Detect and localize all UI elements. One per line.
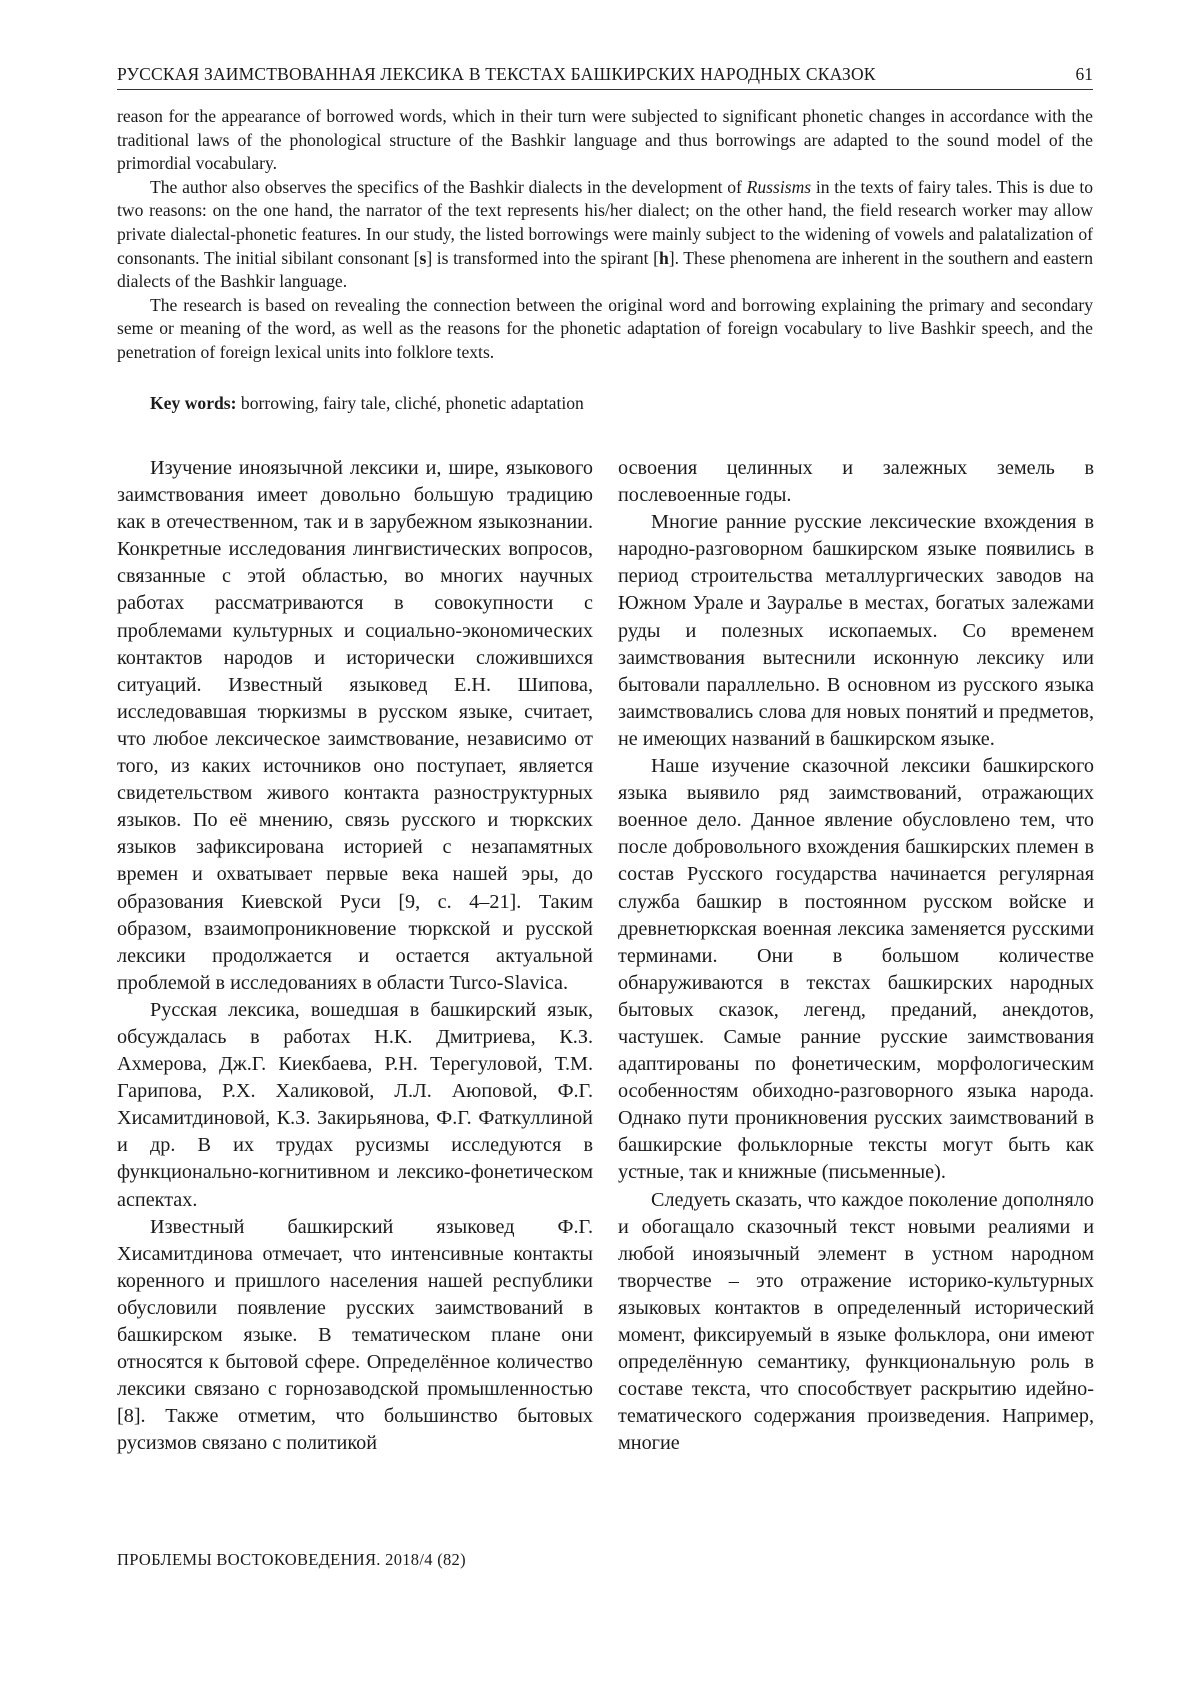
phoneme-s: s [419, 247, 427, 268]
phoneme-h: h [658, 247, 669, 268]
running-header [117, 58, 1093, 90]
keywords-text: borrowing, fairy tale, cliché, phonetic adaptation [236, 393, 584, 413]
body-paragraph: Следуеть сказать, что каждое поколение дополняло и обогащало сказочный текст новыми реалиями и любой иноязычный элемент в устном народном творчестве – это отражение историко-культурных языковых контактов в определенный исторический момент, фиксируемый в языке фольклора, они имеют определённую семантику, функциональную роль в составе текста, что способствует раскрытию идейно-тематического содержания произведения. Например, многие [618, 1188, 1094, 1455]
abstract-paragraph [117, 176, 1093, 294]
journal-footer: ПРОБЛЕМЫ ВОСТОКОВЕДЕНИЯ. 2018/4 (82) [117, 1550, 466, 1569]
abstract-italic-term: Russisms [746, 176, 812, 197]
page-number: 61 [1075, 64, 1093, 84]
abstract-paragraph: reason for the appearance of borrowed words, which in their turn were subjected to significant phonetic changes in accordance with the traditional laws of the phonological structure of the Bashkir language and thus borrowings are adapted to the sound model of the primordial vocabulary. [117, 106, 1093, 174]
abstract [117, 105, 1093, 365]
abstract-paragraph: The research is based on revealing the connection between the original word and borrowing explaining the primary and secondary seme or meaning of the word, as well as the reasons for the phonetic adaptation of foreign vocabulary to live Bashkir speech, and the penetration of foreign lexical units into folklore texts. [117, 294, 1093, 362]
body-paragraph: Наше изучение сказочной лексики башкирского языка выявило ряд заимствований, отражающих военное дело. Данное явление обусловлено тем, что после добровольного вхождения башкирских племен в состав Русского государства начинается регулярная служба башкир в постоянном русском войске и древнетюркская военная лексика заменяется русскими терминами. Они в большом количестве обнаруживаются в текстах башкирских народных бытовых сказок, легенд, преданий, анекдотов, частушек. Самые ранние русские заимствования адаптированы по фонетическим, морфологическим особенностям обиходно-разговорного языка народа. Однако пути проникновения русских заимствований в башкирские фольклорные тексты могут быть как устные, так и книжные (письменные). [618, 755, 1094, 1184]
body-paragraph: Русская лексика, вошедшая в башкирский язык, обсуждалась в работах Н.К. Дмитриева, К.З. Ахмерова, Дж.Г. Киекбаева, Р.Н. Терегуловой, Т.М. Гарипова, Р.Х. Халиковой, Л.Л. Аюповой, Ф.Г. Хисамитдиновой, К.З. Закирьянова, Ф.Г. Фаткуллиной и др. В их трудах русизмы исследуются в функционально-когнитивном и лексико-фонетическом аспектах. [117, 998, 593, 1211]
keywords [150, 391, 584, 415]
abstract-text: ]. These phenomena are inherent in the southern and eastern dialects of the Bashkir language. [117, 247, 1094, 292]
body-column-right [618, 455, 1094, 1457]
keywords-label: Key words: [150, 393, 237, 413]
abstract-text: ] is transformed into the spirant [ [426, 247, 659, 268]
body-paragraph: Изучение иноязычной лексики и, шире, языкового заимствования имеет довольно большую традицию как в отечественном, так и в зарубежном языкознании. Конкретные исследования лингвистических вопросов, связанные с этой областью, во многих научных работах рассматриваются в совокупности с проблемами культурных и социально-экономических контактов народов и исторически сложившихся ситуаций. Известный языковед Е.Н. Шипова, исследовавшая тюркизмы в русском языке, считает, что любое лексическое заимствование, независимо от того, из каких источников оно поступает, является свидетельством живого контакта разноструктурных языков. По её мнению, связь русского и тюркских языков зафиксирована историей с незапамятных времен и охватывает первые века нашей эры, до образования Киевской Руси [9, с. 4–21]. Таким образом, взаимопроникновение тюркской и русской лексики продолжается и остается актуальной проблемой в исследованиях в области Turco-Slavica. [117, 457, 593, 994]
abstract-text: The author also observes the specifics of the Bashkir dialects in the development of [150, 176, 747, 197]
body-paragraph: Известный башкирский языковед Ф.Г. Хисамитдинова отмечает, что интенсивные контакты коренного и пришлого населения нашей республики обусловили появление русских заимствований в башкирском языке. В тематическом плане они относятся к бытовой сфере. Определённое количество лексики связано с горнозаводской промышленностью [8]. Также отметим, что большинство бытовых русизмов связано с политикой [117, 1215, 593, 1455]
body-paragraph: освоения целинных и залежных земель в послевоенные годы. [618, 457, 1094, 507]
body-column-left [117, 455, 593, 1457]
running-title: РУССКАЯ ЗАИМСТВОВАННАЯ ЛЕКСИКА В ТЕКСТАХ БАШКИРСКИХ НАРОДНЫХ СКАЗОК [117, 64, 876, 84]
abstract-text: in the texts of fairy tales. This is due to two reasons: on the one hand, the narrator of the text represents his/her dialect; on the other hand, the field research worker may allow private dialectal-phonetic features. In our study, the listed borrowings were mainly subject to the widening of vowels and palatalization of consonants. The initial sibilant consonant [ [117, 176, 1093, 268]
body-paragraph: Многие ранние русские лексические вхождения в народно-разговорном башкирском языке появились в период строительства металлургических заводов на Южном Урале и Зауралье в местах, богатых залежами руды и полезных ископаемых. Со временем заимствования вытеснили исконную лексику или бытовали параллельно. В основном из русского языка заимствовались слова для новых понятий и предметов, не имеющих названий в башкирском языке. [618, 511, 1094, 750]
